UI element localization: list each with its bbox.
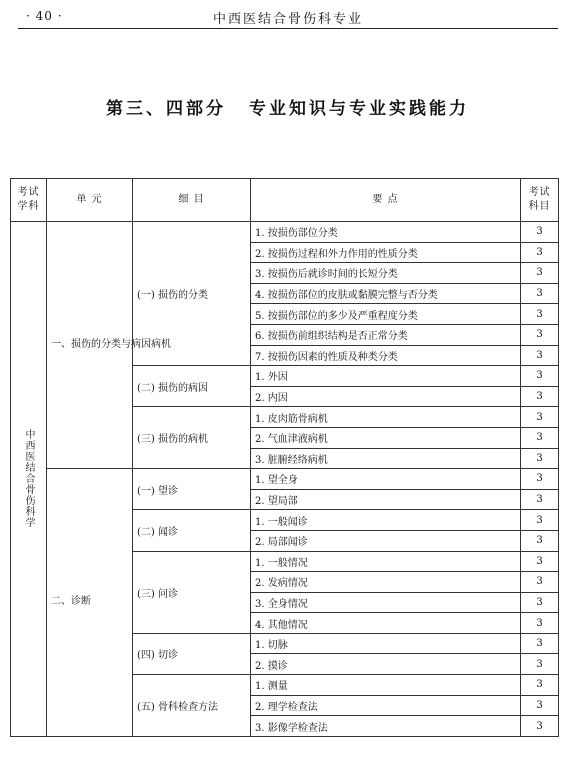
header-subject: 考试学科 [11,179,47,222]
level-cell: 3 [521,695,559,716]
header-point: 要 点 [251,179,521,222]
level-cell: 3 [521,345,559,366]
level-cell: 3 [521,407,559,428]
section-title: 第三、四部分 专业知识与专业实践能力 [106,99,469,119]
point-cell: 2. 气血津液病机 [251,427,521,448]
point-cell: 4. 按损伤部位的皮肤或黏膜完整与否分类 [251,283,521,304]
level-cell: 3 [521,304,559,325]
table-row [11,469,559,490]
point-cell: 3. 按损伤后就诊时间的长短分类 [251,263,521,284]
level-cell: 3 [521,633,559,654]
level-cell: 3 [521,263,559,284]
point-cell: 1. 测量 [251,675,521,696]
level-cell: 3 [521,613,559,634]
level-cell: 3 [521,283,559,304]
header-item: 细 目 [133,179,251,222]
point-cell: 1. 外因 [251,366,521,387]
point-cell: 7. 按损伤因素的性质及种类分类 [251,345,521,366]
running-title: 中西医结合骨伤科专业 [212,12,363,27]
point-cell: 3. 影像学检查法 [251,716,521,737]
level-cell: 3 [521,366,559,387]
header-level: 考试科目 [521,179,559,222]
item-cell: (四) 切诊 [133,633,251,674]
point-cell: 2. 发病情况 [251,572,521,593]
item-cell: (五) 骨科检查方法 [133,675,251,737]
item-cell: (二) 闻诊 [133,510,251,551]
point-cell: 4. 其他情况 [251,613,521,634]
exam-outline-table [10,178,559,737]
point-cell: 2. 理学检查法 [251,695,521,716]
point-cell: 1. 按损伤部位分类 [251,222,521,243]
point-cell: 1. 望全身 [251,469,521,490]
header-unit: 单 元 [47,179,133,222]
table-header-row [11,179,559,222]
item-cell: (一) 损伤的分类 [133,222,251,366]
item-cell: (一) 望诊 [133,469,251,510]
point-cell: 5. 按损伤部位的多少及严重程度分类 [251,304,521,325]
level-cell: 3 [521,448,559,469]
item-cell: (三) 损伤的病机 [133,407,251,469]
point-cell: 3. 全身情况 [251,592,521,613]
page-header [18,6,558,29]
point-cell: 6. 按损伤前组织结构是否正常分类 [251,324,521,345]
point-cell: 2. 摸诊 [251,654,521,675]
level-cell: 3 [521,324,559,345]
point-cell: 1. 切脉 [251,633,521,654]
point-cell: 1. 一般情况 [251,551,521,572]
level-cell: 3 [521,716,559,737]
level-cell: 3 [521,222,559,243]
level-cell: 3 [521,675,559,696]
level-cell: 3 [521,242,559,263]
item-cell: (二) 损伤的病因 [133,366,251,407]
point-cell: 3. 脏腑经络病机 [251,448,521,469]
subject-cell: 中西医结合骨伤科学 [11,222,47,737]
point-cell: 2. 按损伤过程和外力作用的性质分类 [251,242,521,263]
level-cell: 3 [521,530,559,551]
level-cell: 3 [521,469,559,490]
unit-cell: 一、损伤的分类与病因病机 [47,222,133,469]
item-cell: (三) 问诊 [133,551,251,633]
level-cell: 3 [521,386,559,407]
point-cell: 2. 望局部 [251,489,521,510]
table-body [11,222,559,737]
level-cell: 3 [521,572,559,593]
point-cell: 2. 局部闻诊 [251,530,521,551]
page-number: · 40 · [26,9,63,23]
point-cell: 1. 一般闻诊 [251,510,521,531]
level-cell: 3 [521,489,559,510]
table-row [11,222,559,243]
level-cell: 3 [521,427,559,448]
level-cell: 3 [521,510,559,531]
level-cell: 3 [521,551,559,572]
point-cell: 2. 内因 [251,386,521,407]
level-cell: 3 [521,592,559,613]
unit-cell: 二、诊断 [47,469,133,737]
level-cell: 3 [521,654,559,675]
point-cell: 1. 皮肉筋骨病机 [251,407,521,428]
